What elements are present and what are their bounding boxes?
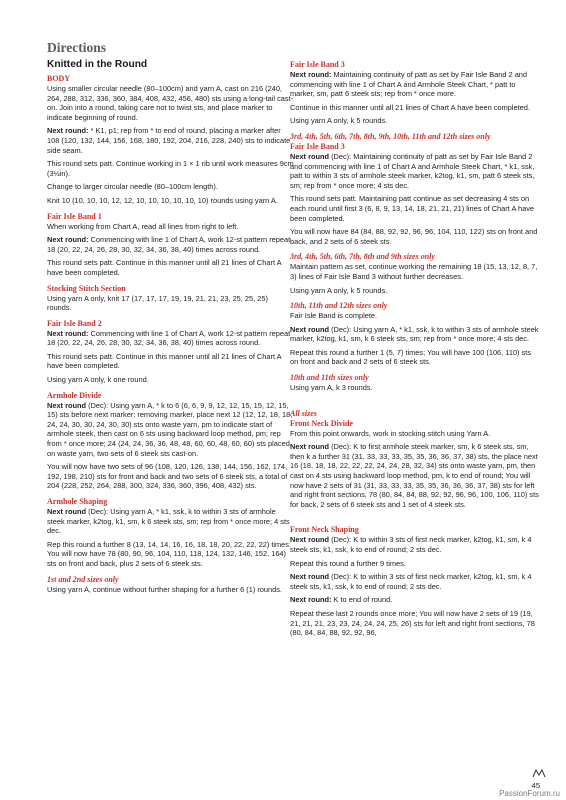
section-heading: Stocking Stitch Section bbox=[47, 283, 126, 293]
section-heading: 3rd, 4th, 5th, 6th, 7th, 8th, 9th, 10th, 11th and 12th sizes only bbox=[290, 131, 491, 141]
paragraph-text: This round sets patt. Continue working in 1 × 1 rib until work measures 9cm (3½in). bbox=[47, 159, 294, 178]
paragraph-lead: Next round: bbox=[290, 595, 332, 605]
paragraph bbox=[290, 70, 540, 99]
left-column bbox=[47, 40, 294, 598]
section-heading: 10th and 11th sizes only bbox=[290, 373, 369, 383]
paragraph bbox=[47, 159, 294, 178]
paragraph-text: (Dec): K to within 3 sts of first neck marker, k2tog, k1, sm, k 4 steek sts, k1, ssk, k to end of round; 2 sts dec. bbox=[290, 535, 532, 554]
directions-title: Directions bbox=[47, 40, 106, 55]
paragraph-text: Using yarn A only, k one round. bbox=[47, 375, 149, 385]
paragraph bbox=[290, 286, 540, 296]
paragraph-text: * K1, p1; rep from * to end of round, placing a marker after 108 (120, 132, 144, 156, 168, 180, 192, 204, 216, 228, 240) sts to indicate side seam. bbox=[47, 126, 291, 155]
paragraph bbox=[290, 103, 540, 113]
paragraph-text: Repeat this round a further 9 times. bbox=[290, 558, 406, 568]
paragraph-lead: Next round bbox=[290, 572, 330, 582]
paragraph-text: (Dec): Maintaining continuity of patt as set by Fair Isle Band 2 and commencing with line 1 of Chart A and Armhole Steek Chart, * k1, ssk, patt to within 3 sts of armhole steek marker, k2tog, k1, sm, patt 6 steek sts, sm; rep from * once more; 4 sts dec. bbox=[290, 151, 535, 190]
paragraph-text: Commencing with line 1 of Chart A, work 12-st pattern repeat 18 (20, 22, 24, 26, 28, 30, 32, 34, 36, 38, 40) times across round. bbox=[47, 235, 291, 254]
section-heading: Fair Isle Band 3 bbox=[290, 141, 345, 151]
paragraph-text: Repeat this round a further 1 (5, 7) times; You will have 100 (106, 110) sts on front and back and 2 sets of 6 steek sts. bbox=[290, 347, 532, 367]
paragraph-text: Rep this round a further 8 (13, 14, 14, 16, 16, 18, 18, 20, 22, 22, 22) times. You will now have 78 (80, 90, 96, 104, 110, 118, 124, 132, 146, 152, 164) sts on front and back, plus 2 sets of 6 steek sts. bbox=[47, 539, 292, 568]
section-heading: Armhole Divide bbox=[47, 390, 102, 400]
paragraph bbox=[290, 194, 540, 223]
section-heading: 10th, 11th and 12th sizes only bbox=[290, 301, 388, 311]
paragraph-text: K to end of round. bbox=[331, 595, 393, 605]
paragraph-text: Using yarn A, k 3 rounds. bbox=[290, 383, 373, 393]
publisher-logo-icon bbox=[532, 768, 546, 778]
paragraph-text: You will now have two sets of 96 (108, 120, 126, 138, 144, 156, 162, 174, 192, 198, 210) sts for front and back and two sets of 6 steek sts, a total of 204 (228, 252, 264, 288, 300, 324, 336, 360, 396, 408, 432) sts. bbox=[47, 462, 288, 491]
paragraph bbox=[290, 116, 540, 126]
paragraph bbox=[290, 152, 540, 190]
paragraph-text: Maintaining continuity of patt as set by Fair Isle Band 2 and commencing with line 1 of Chart A and Armhole Steek Chart, * patt to marker, sm, patt 6 steek sts; rep from * once more. bbox=[290, 70, 528, 99]
paragraph-text: (Dec): Using yarn A, * k1, ssk, k to within 3 sts of armhole steek marker, k2tog, k1, sm, k 6 steek sts, sm; rep from * once more; 4 sts dec. bbox=[290, 324, 539, 344]
paragraph-text: Using smaller circular needle (80–100cm) and yarn A, cast on 216 (240, 264, 288, 312, 336, 360, 384, 408, 432, 456, 480) sts using a long-tail cast-on. Join into a round, taking care not to twist sts, and place marker to indicate beginning of round. bbox=[47, 84, 294, 122]
paragraph-lead: Next round: bbox=[47, 235, 89, 245]
paragraph bbox=[47, 507, 294, 536]
paragraph-text: You will now have 84 (84, 88, 92, 92, 96, 96, 104, 110, 122) sts on front and back, and 2 sets of 6 steek sts. bbox=[290, 227, 538, 246]
paragraph bbox=[47, 84, 294, 122]
paragraph bbox=[290, 383, 540, 393]
paragraph-text: (Dec): Using yarn A, * k1, ssk, k to within 3 sts of armhole steek marker, k2tog, k1, sm, k 6 steek sts, sm; rep from * once more; 4 sts dec. bbox=[47, 507, 290, 536]
section-heading: Fair Isle Band 1 bbox=[47, 211, 102, 221]
section-heading: Front Neck Divide bbox=[290, 418, 353, 428]
paragraph-text: Maintain pattern as set, continue working the remaining 18 (15, 13, 12, 8, 7, 3) lines of Fair Isle Band 3 without further decreases. bbox=[290, 262, 538, 281]
paragraph bbox=[47, 329, 294, 348]
section-heading: 1st and 2nd sizes only bbox=[47, 574, 119, 584]
paragraph-lead: Next round: bbox=[47, 328, 89, 338]
section-heading: 3rd, 4th, 5th, 6th, 7th, 8th and 9th sizes only bbox=[290, 252, 435, 262]
paragraph bbox=[290, 572, 540, 591]
paragraph-text: Commencing with line 1 of Chart A, work 12-st pattern repeat 18 (20, 22, 24, 26, 28, 30, 32, 34, 36, 38, 40) times across round. bbox=[47, 328, 291, 348]
paragraph-lead: Next round: bbox=[47, 126, 89, 136]
section-heading: Front Neck Shaping bbox=[290, 525, 359, 535]
spacer bbox=[290, 513, 540, 519]
paragraph bbox=[47, 182, 294, 192]
paragraph-text: Fair Isle Band is complete. bbox=[290, 311, 378, 321]
spacer bbox=[290, 397, 540, 403]
paragraph-text: (Dec): K to within 3 sts of first neck marker, k2tog, k1, sm, k 4 steek sts, k1, ssk, k to end of round; 2 sts dec. bbox=[290, 572, 532, 591]
paragraph-lead: Next round bbox=[290, 324, 330, 334]
paragraph-lead: Next round bbox=[290, 442, 330, 452]
paragraph-lead: Next round bbox=[47, 507, 87, 516]
section-heading: All sizes bbox=[290, 408, 317, 418]
paragraph-lead: Next round: bbox=[290, 70, 332, 79]
paragraph bbox=[47, 462, 294, 491]
section-heading: Fair Isle Band 3 bbox=[290, 60, 345, 69]
paragraph bbox=[290, 311, 540, 321]
paragraph bbox=[47, 258, 294, 277]
paragraph bbox=[47, 294, 294, 313]
paragraph-text: This round sets patt. Continue in this manner until all 21 lines of Chart A have been completed. bbox=[47, 351, 282, 371]
paragraph bbox=[47, 375, 294, 385]
paragraph-text: Using yarn A only, k 5 rounds. bbox=[290, 285, 388, 295]
paragraph-lead: Next round bbox=[290, 535, 330, 545]
paragraph bbox=[290, 262, 540, 281]
paragraph bbox=[47, 401, 294, 459]
paragraph bbox=[47, 126, 294, 155]
paragraph-text: From this point onwards, work in stocking stitch using Yarn A. bbox=[290, 428, 491, 438]
paragraph bbox=[290, 559, 540, 569]
paragraph-lead: Next round bbox=[47, 400, 87, 410]
paragraph-lead: Next round bbox=[290, 151, 330, 161]
paragraph-text: Change to larger circular needle (80–100cm length). bbox=[47, 182, 218, 192]
paragraph bbox=[47, 352, 294, 371]
paragraph bbox=[290, 595, 540, 605]
paragraph bbox=[290, 325, 540, 344]
paragraph-text: When working from Chart A, read all lines from right to left. bbox=[47, 221, 239, 231]
paragraph bbox=[290, 227, 540, 246]
paragraph bbox=[290, 442, 540, 509]
paragraph bbox=[47, 585, 294, 595]
watermark: PassionForum.ru bbox=[499, 789, 560, 798]
paragraph bbox=[290, 609, 540, 638]
paragraph-text: (Dec): K to first armhole steek marker, sm, k 6 steek sts, sm, then k a further 31 (31, 33, 33, 33, 35, 35, 36, 36, 37, 38) sts, the place next 16 (18, 18, 18, 22, 22, 22, 24, 24, 28, 32, 34) sts onto waste yarn, pm, then cast on 4 sts using backward loop method, pm, k to end of round; You will now have 2 sets of 31 (31, 33, 33, 33, 35, 35, 36, 36, 36, 37, 38) sts for left and right front sections, 78 (80, 84, 84, 88, 92, 92, 96, 96, 100, 106, 110) sts for back, 2 sets of 6 steek sts and 1 set of 4 steek sts. bbox=[290, 442, 539, 509]
paragraph-text: Using yarn A only, knit 17 (17, 17, 17, 19, 19, 21, 21, 23, 25, 25, 25) rounds. bbox=[47, 293, 268, 313]
paragraph bbox=[290, 348, 540, 367]
paragraph bbox=[47, 222, 294, 232]
paragraph-text: Using yarn A, continue without further shaping for a further 6 (1) rounds. bbox=[47, 584, 282, 594]
paragraph-text: Knit 10 (10, 10, 10, 12, 12, 10, 10, 10, 10, 10, 10) rounds using yarn A. bbox=[47, 195, 278, 205]
paragraph bbox=[47, 235, 294, 254]
page-number: 45 bbox=[531, 781, 540, 790]
paragraph-text: This round sets patt. Maintaining patt continue as set decreasing 4 sts on each round until first 3 (6, 8, 9, 13, 14, 18, 21, 21, 21) lines of Chart A have been completed. bbox=[290, 194, 535, 223]
paragraph-text: Using yarn A only, k 5 rounds. bbox=[290, 116, 388, 126]
left-column-body bbox=[47, 74, 294, 594]
paragraph bbox=[290, 535, 540, 554]
paragraph-text: Repeat these last 2 rounds once more; You will now have 2 sets of 19 (19, 21, 21, 21, 23, 23, 24, 24, 24, 25, 26) sts for left and right front sections, 78 (80, 84, 84, 88, 92, 92, 96, bbox=[290, 608, 535, 638]
paragraph bbox=[290, 429, 540, 439]
paragraph-text: (Dec): Using yarn A, * k to 6 (6, 6, 9, 9, 12, 12, 15, 15, 12, 15, 15) sts before next marker; removing marker, place next 12 (12, 12, 18, 18, 24, 24, 30, 30, 24, 30, 30) sts onto waste yarn, pm to indicate start of armhole steek, then cast on 6 sts using backward loop method, pm; rep from * once more; 24 (24, 24, 36, 36, 48, 48, 60, 60, 48, 60, 60) sts placed on waste yarn, two sets of 6 steek sts cast-on. bbox=[47, 400, 293, 458]
right-column-body bbox=[290, 60, 540, 638]
section-title: Knitted in the Round bbox=[47, 59, 148, 70]
section-heading: Armhole Shaping bbox=[47, 497, 108, 506]
paragraph bbox=[47, 540, 294, 569]
section-heading: Fair Isle Band 2 bbox=[47, 318, 102, 328]
paragraph-text: Continue in this manner until all 21 lines of Chart A have been completed. bbox=[290, 102, 530, 112]
right-column bbox=[290, 60, 540, 642]
section-heading: BODY bbox=[47, 74, 71, 83]
paragraph bbox=[47, 196, 294, 206]
paragraph-text: This round sets patt. Continue in this manner until all 21 lines of Chart A have been completed. bbox=[47, 258, 282, 277]
